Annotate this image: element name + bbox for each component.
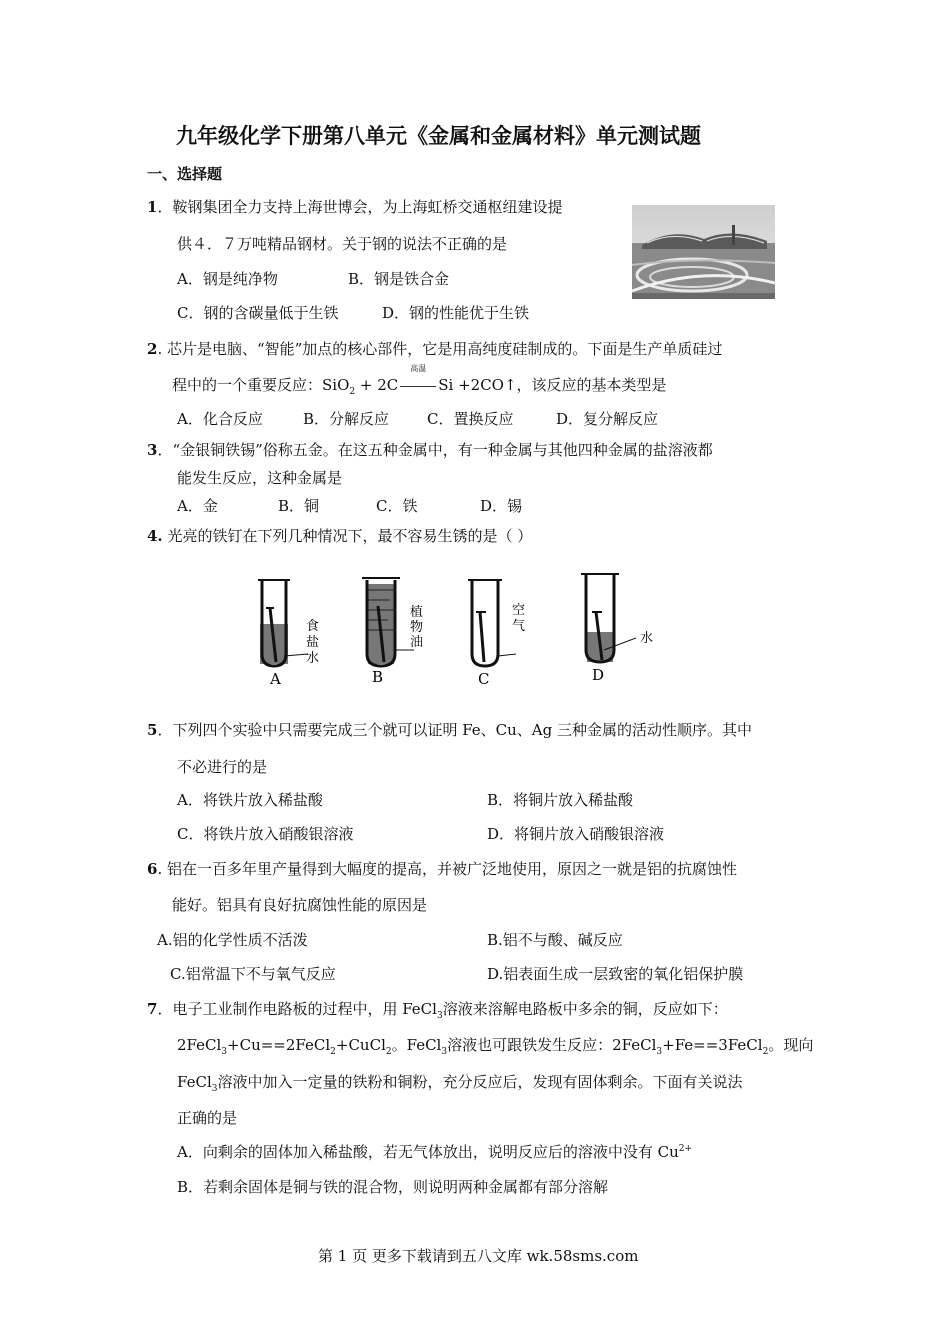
- tube-b-liquid-label-1: 植: [410, 605, 424, 620]
- question-6-line-1: [147, 859, 737, 879]
- subscript: 2: [385, 1047, 392, 1057]
- subscript: 3: [656, 1047, 663, 1057]
- question-text: FeCl: [177, 1073, 212, 1091]
- question-text: ．鞍钢集团全力支持上海世博会，为上海虹桥交通枢纽建设提: [157, 198, 563, 216]
- question-5-option-b: B．将铜片放入稀盐酸: [487, 791, 634, 809]
- question-number: 5: [147, 721, 158, 739]
- question-6-option-d: D.铝表面生成一层致密的氧化铝保护膜: [487, 965, 744, 983]
- question-6-option-c: C.铝常温下不与氧气反应: [170, 965, 336, 983]
- question-5-line-2: 不必进行的是: [177, 758, 268, 776]
- subscript: 2: [762, 1047, 769, 1057]
- superscript: 2+: [678, 1144, 693, 1154]
- subscript: 3: [441, 1047, 448, 1057]
- tube-a-liquid-label-2: 盐: [306, 635, 320, 650]
- question-1-line-2: 供４．７万吨精品钢材。关于钢的说法不正确的是: [177, 235, 508, 253]
- question-7-line-3: [177, 1072, 743, 1092]
- option-text: A．向剩余的固体加入稀盐酸，若无气体放出，说明反应后的溶液中没有 Cu: [177, 1143, 679, 1161]
- question-number: 2: [147, 340, 158, 358]
- question-6-option-b: B.铝不与酸、碱反应: [487, 931, 623, 949]
- question-5-option-a: A．将铁片放入稀盐酸: [177, 791, 323, 809]
- page-title: 九年级化学下册第八单元《金属和金属材料》单元测试题: [176, 124, 701, 148]
- question-number: 3: [147, 441, 158, 459]
- section-heading: 一、选择题: [147, 165, 223, 183]
- tube-b-liquid-label-2: 物: [410, 620, 424, 635]
- page-footer: 第 1 页 更多下载请到五八文库 wk.58sms.com: [318, 1247, 639, 1265]
- question-3-line-1: [147, 440, 713, 460]
- question-3-line-2: 能发生反应，这种金属是: [177, 469, 343, 487]
- test-tube-b: [362, 578, 423, 686]
- question-number: 6: [147, 860, 158, 878]
- subscript: 2: [349, 387, 356, 397]
- question-7-line-2: [177, 1035, 813, 1055]
- question-text: . 铝在一百多年里产量得到大幅度的提高，并被广泛地使用，原因之一就是铝的抗腐蚀性: [157, 860, 737, 878]
- question-2-line-1: [147, 339, 722, 359]
- subscript: 3: [221, 1047, 228, 1057]
- question-7-option-a: [177, 1142, 692, 1162]
- question-1-option-d: D．钢的性能优于生铁: [382, 304, 530, 322]
- question-2-option-c: C．置换反应: [427, 410, 514, 428]
- question-5-option-c: C．将铁片放入硝酸银溶液: [177, 825, 354, 843]
- equation-text: +Cu==2FeCl: [227, 1036, 331, 1054]
- question-1-option-a: A．钢是纯净物: [177, 270, 278, 288]
- equation-text: 2FeCl: [177, 1036, 222, 1054]
- question-text: ．电子工业制作电路板的过程中，用 FeCl: [157, 1000, 437, 1018]
- question-text: ．“金银铜铁锡”俗称五金。在这五种金属中，有一种金属与其他四种金属的盐溶液都: [157, 441, 713, 459]
- question-3-option-b: B．铜: [278, 497, 320, 515]
- question-5-option-d: D．将铜片放入硝酸银溶液: [487, 825, 665, 843]
- test-tube-d: [581, 574, 653, 684]
- question-2-option-d: D．复分解反应: [556, 410, 659, 428]
- tube-d-label: D: [592, 666, 605, 684]
- question-text: 溶液来溶解电路板中多余的铜，反应如下：: [442, 1000, 728, 1018]
- tube-a-liquid-label-3: 水: [306, 651, 320, 666]
- question-text: . 芯片是电脑、“智能”加点的核心部件，它是用高纯度硅制成的。下面是生产单质硅过: [157, 340, 723, 358]
- equation-text: 。现向: [768, 1036, 814, 1054]
- tube-a-label: A: [270, 670, 281, 688]
- question-2-line-2: [172, 364, 667, 397]
- equation-text: 程中的一个重要反应：SiO: [172, 376, 350, 394]
- question-text: 光亮的铁钉在下列几种情况下，最不容易生锈的是（ ）: [162, 527, 533, 545]
- question-7-option-b: B．若剩余固体是铜与铁的混合物，则说明两种金属都有部分溶解: [177, 1178, 609, 1196]
- equation-text: + 2C: [355, 376, 399, 394]
- tube-c-gas-label-1: 空: [512, 603, 526, 618]
- question-2-option-b: B．分解反应: [303, 410, 390, 428]
- tube-b-label: B: [372, 668, 384, 686]
- tube-c-gas-label-2: 气: [512, 619, 526, 634]
- test-tube-a: [258, 580, 319, 688]
- reaction-condition: [398, 364, 438, 395]
- question-3-option-a: A．金: [177, 497, 218, 515]
- hongqiao-hub-photo: [632, 205, 775, 299]
- question-1-option-b: B．钢是铁合金: [348, 270, 450, 288]
- question-7-line-1: [147, 999, 728, 1019]
- equation-text: +CuCl: [335, 1036, 386, 1054]
- subscript: 3: [211, 1084, 218, 1094]
- equation-text: +Fe==3FeCl: [662, 1036, 763, 1054]
- question-1-option-c: C．钢的含碳量低于生铁: [177, 304, 339, 322]
- test-tube-c: [468, 580, 525, 688]
- question-number: 4.: [147, 527, 163, 545]
- tube-d-liquid-label: 水: [640, 631, 654, 646]
- question-1-line-1: [147, 197, 562, 217]
- tube-b-liquid-label-3: 油: [410, 635, 424, 650]
- question-3-option-d: D．锡: [480, 497, 523, 515]
- equation-text: Si +2CO↑，该反应的基本类型是: [438, 376, 667, 394]
- question-number: 1: [147, 198, 158, 216]
- subscript: 3: [436, 1011, 443, 1021]
- equation-text: 。FeCl: [391, 1036, 442, 1054]
- tube-a-liquid-label-1: 食: [306, 619, 320, 634]
- question-4-line-1: [147, 526, 532, 546]
- question-6-line-2: 能好。铝具有良好抗腐蚀性能的原因是: [172, 896, 428, 914]
- question-3-option-c: C．铁: [376, 497, 418, 515]
- question-6-option-a: A.铝的化学性质不活泼: [157, 931, 308, 949]
- equation-text: 溶液也可跟铁发生反应：2FeCl: [447, 1036, 657, 1054]
- question-text: 溶液中加入一定量的铁粉和铜粉，充分反应后，发现有固体剩余。下面有关说法: [217, 1073, 743, 1091]
- tube-c-label: C: [478, 670, 490, 688]
- question-text: ．下列四个实验中只需要完成三个就可以证明 Fe、Cu、Ag 三种金属的活动性顺序。其中: [157, 721, 753, 739]
- question-number: 7: [147, 1000, 158, 1018]
- question-5-line-1: [147, 720, 752, 740]
- subscript: 2: [330, 1047, 336, 1057]
- condition-label: 高温: [410, 364, 427, 373]
- question-2-option-a: A．化合反应: [177, 410, 263, 428]
- question-7-line-4: 正确的是: [177, 1109, 238, 1127]
- test-tube-diagram: [240, 566, 680, 691]
